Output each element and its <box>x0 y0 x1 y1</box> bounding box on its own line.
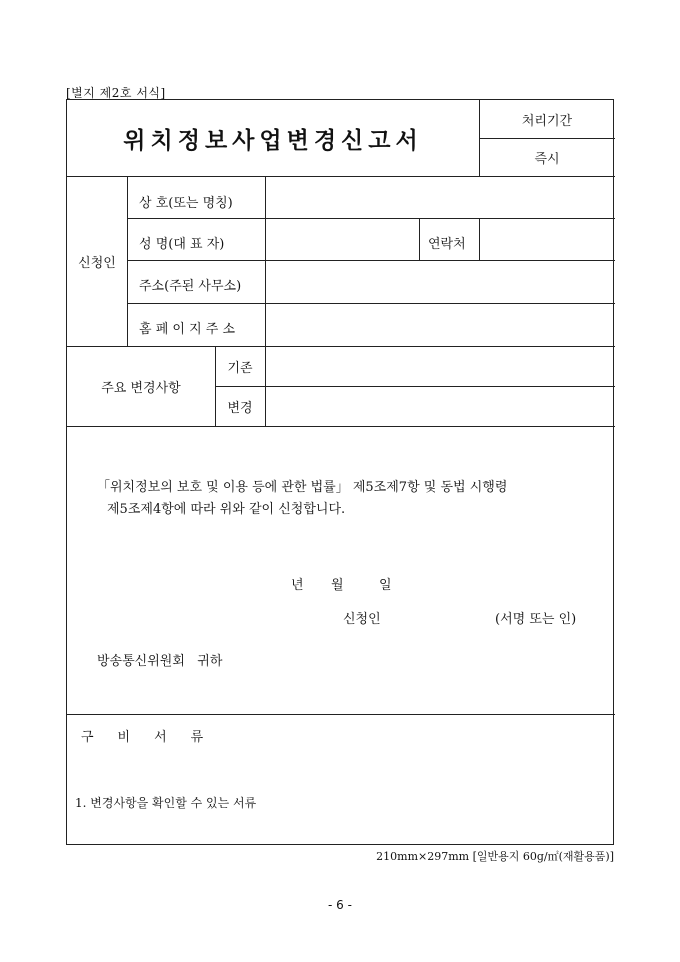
address-label: 주소(주된 사무소) <box>139 279 242 294</box>
report-form <box>66 99 614 845</box>
homepage-field[interactable] <box>266 304 614 346</box>
date-month: 월 <box>331 578 344 593</box>
divider <box>419 218 420 260</box>
divider <box>67 714 615 715</box>
divider <box>67 426 615 427</box>
statement-line-2: 제5조제4항에 따라 위와 같이 신청합니다. <box>107 502 346 517</box>
statement-line-1: 「위치정보의 보호 및 이용 등에 관한 법률」 제5조제7항 및 동법 시행령 <box>97 480 508 495</box>
applicant-sign-label: 신청인 <box>343 612 381 627</box>
address-field[interactable] <box>266 261 614 303</box>
trade-name-field[interactable] <box>266 177 614 218</box>
form-title: 위치정보사업변경신고서 <box>123 126 423 154</box>
paper-spec: 210mm×297mm [일반용지 60g/㎡(재활용품)] <box>376 850 614 863</box>
documents-item-1: 1. 변경사항을 확인할 수 있는 서류 <box>75 796 257 810</box>
contact-field[interactable] <box>480 219 614 260</box>
recipient: 방송통신위원회 귀하 <box>97 654 223 669</box>
contact-label: 연락처 <box>428 237 466 252</box>
name-field[interactable] <box>266 219 418 260</box>
existing-field[interactable] <box>266 347 614 386</box>
trade-name-label: 상 호(또는 명칭) <box>139 196 233 211</box>
applicant-section-label: 신청인 <box>78 255 116 271</box>
signature-label: (서명 또는 인) <box>495 612 577 627</box>
processing-label: 처리기간 <box>521 113 573 129</box>
name-label: 성 명(대 표 자) <box>139 237 225 252</box>
page-number: - 6 - <box>328 898 352 912</box>
homepage-label: 홈 페 이 지 주 소 <box>139 322 236 337</box>
processing-value: 즉시 <box>534 151 560 167</box>
form-id: [별지 제2호 서식] <box>66 86 166 100</box>
changed-label: 변경 <box>227 400 253 416</box>
existing-label: 기존 <box>227 360 253 376</box>
documents-header: 구비서류 <box>81 730 228 745</box>
date-day: 일 <box>379 578 392 593</box>
changed-field[interactable] <box>266 387 614 426</box>
divider <box>127 176 128 346</box>
date-year: 년 <box>291 578 304 593</box>
changes-section-label: 주요 변경사항 <box>101 380 181 396</box>
